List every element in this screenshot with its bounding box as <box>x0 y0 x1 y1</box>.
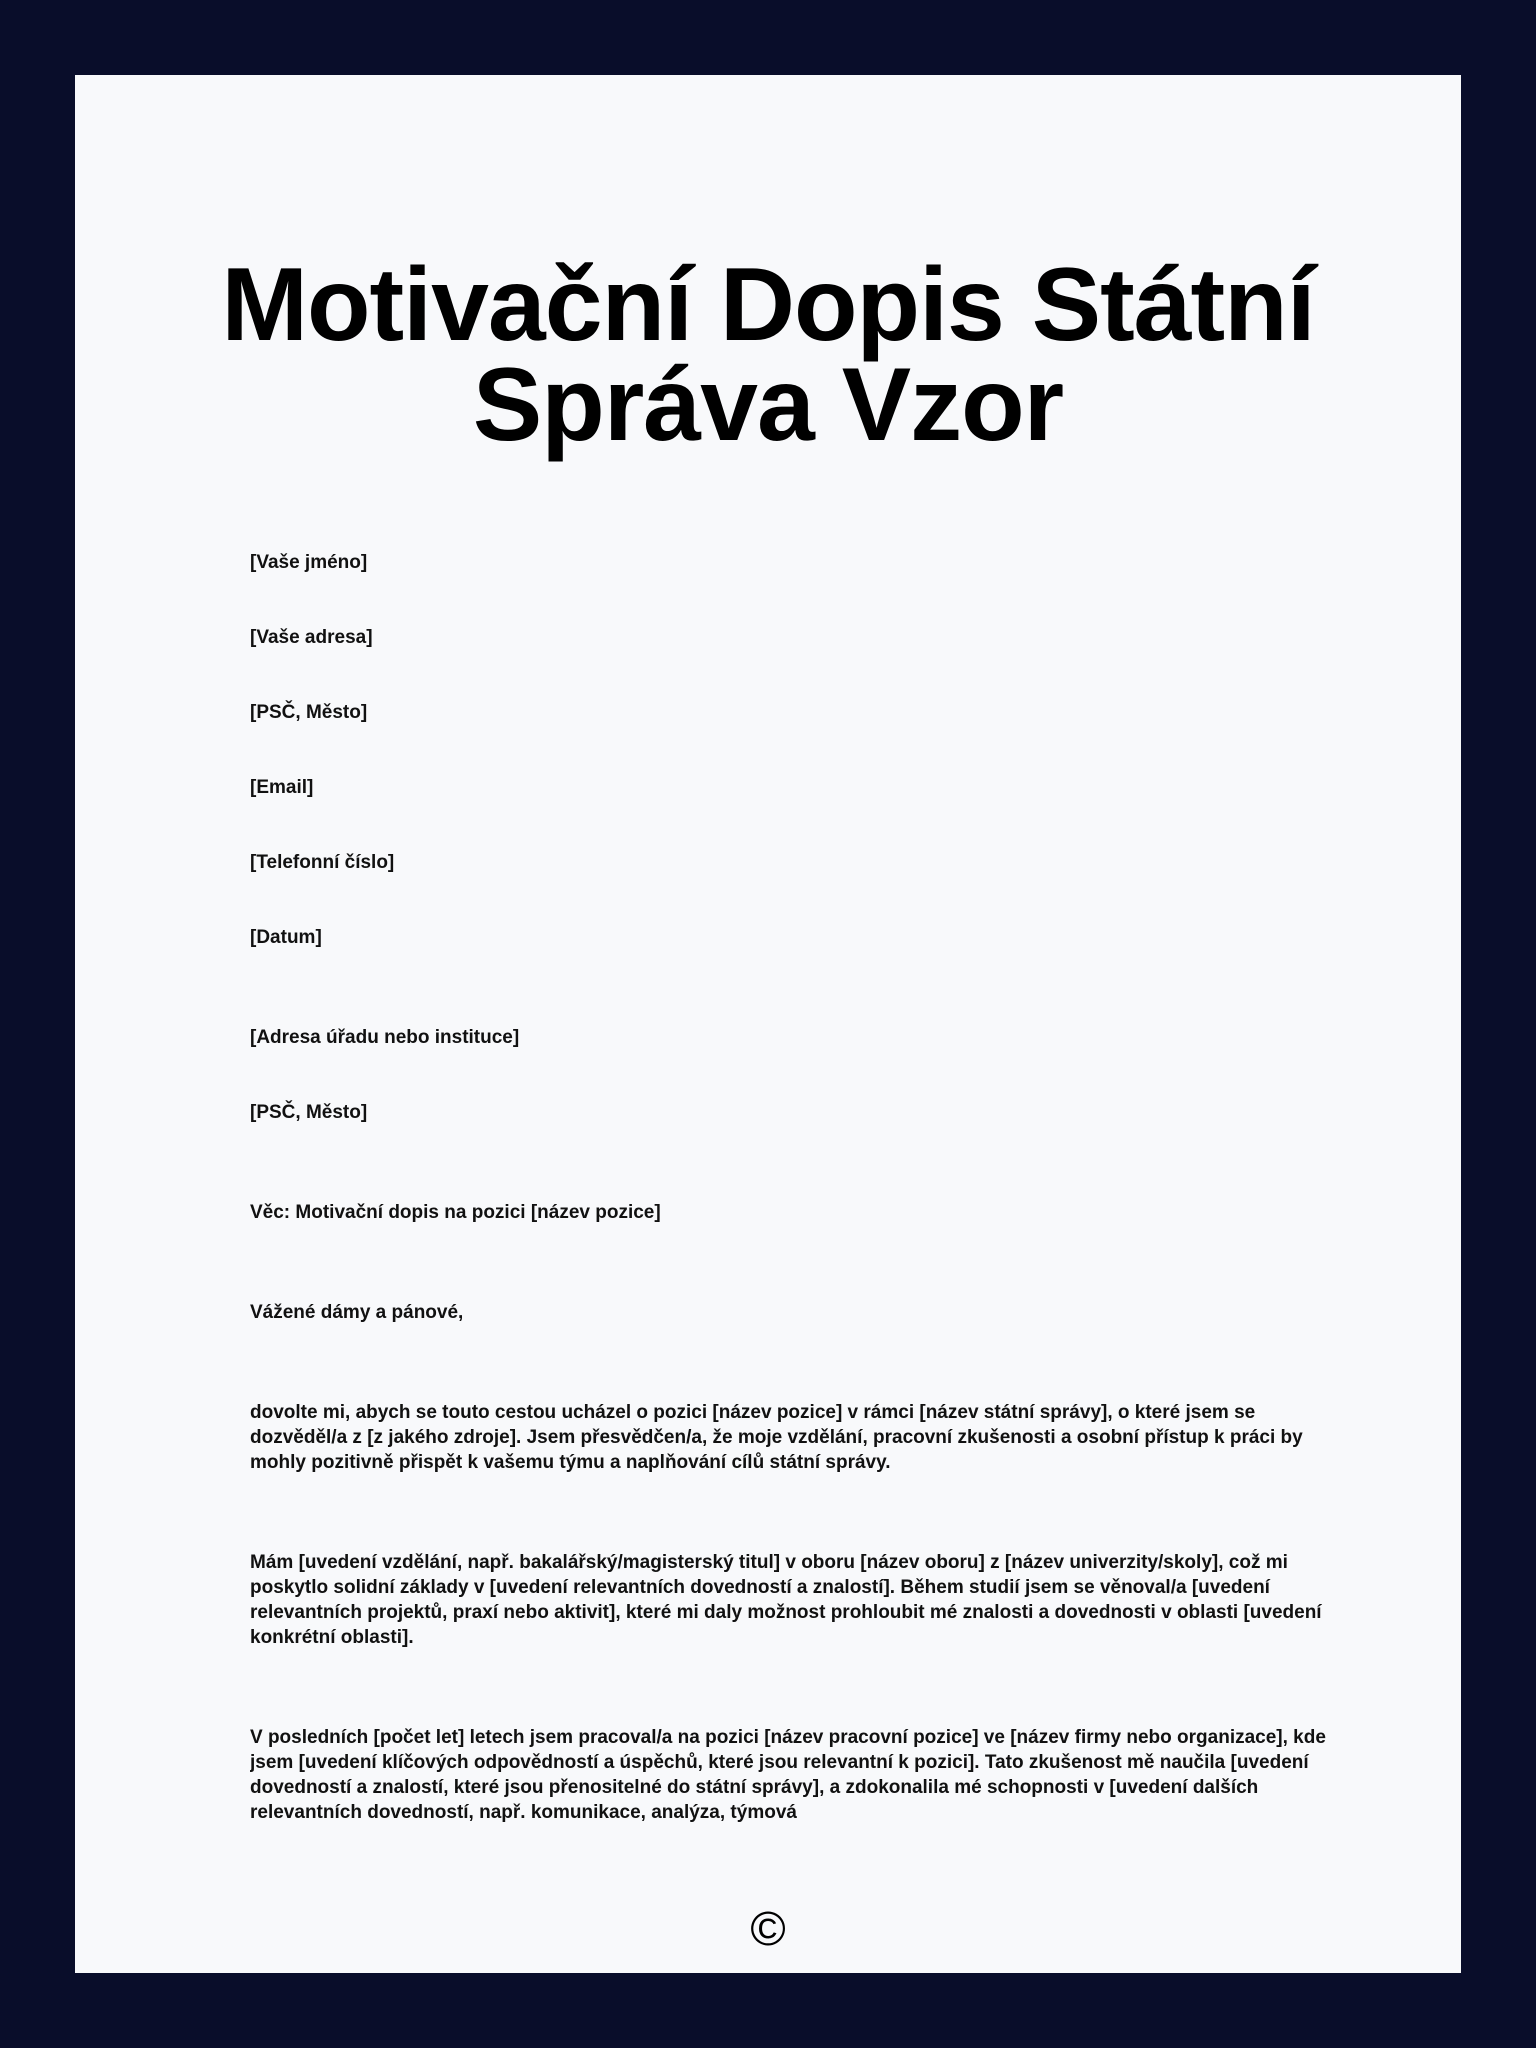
document-title: Motivační Dopis Státní Správa Vzor <box>221 247 1315 463</box>
copyright-icon: © <box>750 1903 786 1956</box>
sender-email: [Email] <box>250 777 314 798</box>
sender-phone: [Telefonní číslo] <box>250 852 395 873</box>
paragraph-experience: V posledních [počet let] letech jsem pracoval/a na pozici [název pracovní pozice] ve [název firmy nebo organizace], kde jsem [uvedení klíčových odpovědností a úspěchů, které jsou relevantní k pozici]. Tato zkušenost mě naučila [uvedení dovedností a znalostí, které jsou přenositelné do státní správy], a zdokonalila mé schopnosti v [uvedení dalších relevantních dovedností, např. komunikace, analýza, týmová <box>250 1727 1326 1823</box>
recipient-zip-city: [PSČ, Město] <box>250 1102 368 1123</box>
sender-zip-city: [PSČ, Město] <box>250 702 368 723</box>
letter-subject: Věc: Motivační dopis na pozici [název pozice] <box>250 1202 661 1223</box>
letter-date: [Datum] <box>250 927 322 948</box>
document-page <box>75 75 1461 1973</box>
sender-name: [Vaše jméno] <box>250 552 368 573</box>
paragraph-education: Mám [uvedení vzdělání, např. bakalářský/magisterský titul] v oboru [název oboru] z [název univerzity/skoly], což mi poskytlo solidní základy v [uvedení relevantních dovedností a znalostí]. Během studií jsem se věnoval/a [uvedení relevantních projektů, praxí nebo aktivit], které mi daly možnost prohloubit mé znalosti a dovednosti v oblasti [uvedení konkrétní oblasti]. <box>250 1552 1322 1648</box>
paragraph-intro: dovolte mi, abych se touto cestou ucházel o pozici [název pozice] v rámci [název státní správy], o které jsem se dozvěděl/a z [z jakého zdroje]. Jsem přesvědčen/a, že moje vzdělání, pracovní zkušenosti a osobní přístup k práci by mohly pozitivně přispět k vašemu týmu a naplňování cílů státní správy. <box>250 1402 1303 1473</box>
salutation: Vážené dámy a pánové, <box>250 1302 464 1323</box>
recipient-address: [Adresa úřadu nebo instituce] <box>250 1027 520 1048</box>
sender-address: [Vaše adresa] <box>250 627 373 648</box>
